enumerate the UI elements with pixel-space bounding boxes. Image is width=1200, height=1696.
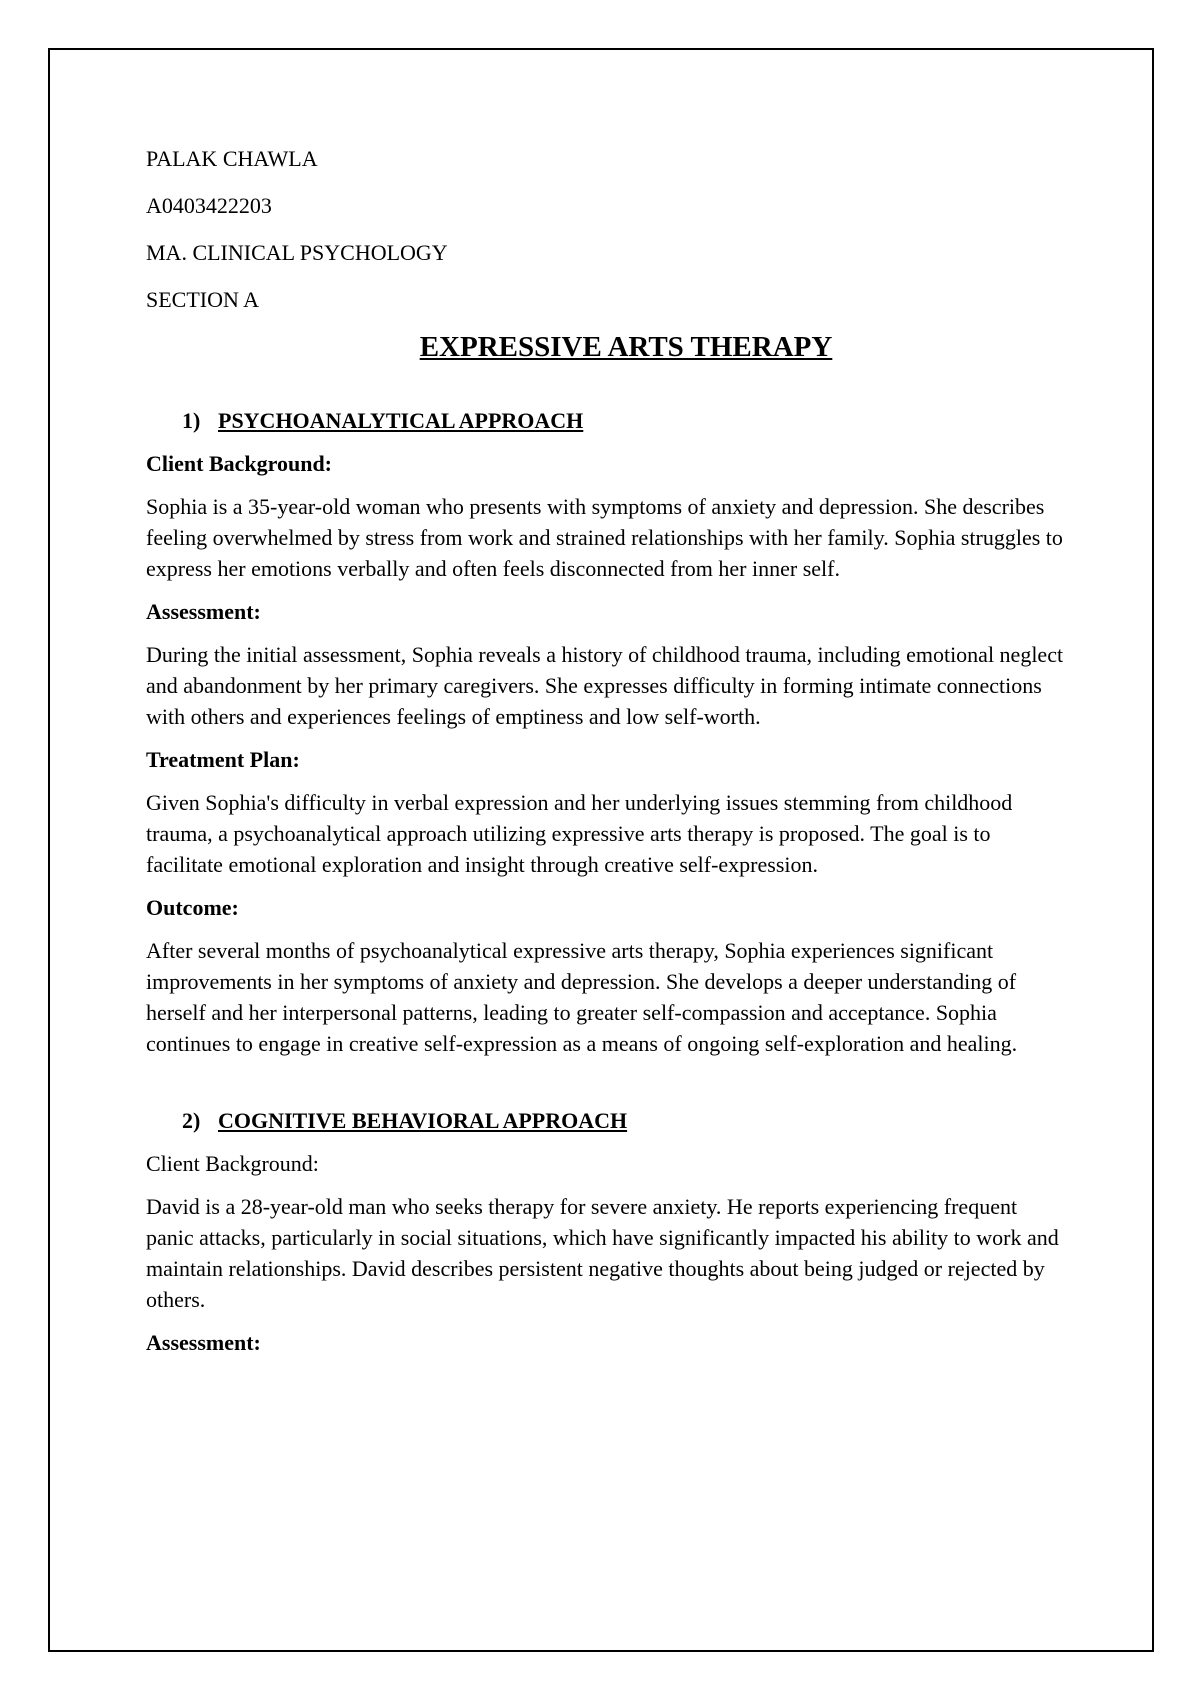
client-background-label: Client Background: [146, 451, 333, 476]
client-background-text: Sophia is a 35-year-old woman who presents with symptoms of anxiety and depression. She describes feeling overwhelmed by stress from work and strained relationships with her family. Sophia struggles to express her emotions verbally and often feels disconnected from her inner self. [146, 494, 1063, 581]
section-heading-2 [182, 1105, 1066, 1136]
section-title: PSYCHOANALYTICAL APPROACH [218, 408, 584, 433]
document-body [146, 143, 1066, 1370]
treatment-plan-label: Treatment Plan: [146, 747, 300, 772]
outcome-text: After several months of psychoanalytical expressive arts therapy, Sophia experiences significant improvements in her symptoms of anxiety and depression. She develops a deeper understanding of herself and her interpersonal patterns, leading to greater self-compassion and acceptance. Sophia continues to engage in creative self-expression as a means of ongoing self-exploration and healing. [146, 938, 1018, 1056]
client-background-label: Client Background: [146, 1151, 319, 1176]
document-title: EXPRESSIVE ARTS THERAPY [419, 331, 833, 363]
section-number: 2) [182, 1108, 201, 1133]
section-number: 1) [182, 408, 201, 433]
section-heading-1 [182, 405, 1066, 436]
section-title: COGNITIVE BEHAVIORAL APPROACH [218, 1108, 628, 1133]
assessment-text: During the initial assessment, Sophia reveals a history of childhood trauma, including emotional neglect and abandonment by her primary caregivers. She expresses difficulty in forming intimate connections with others and experiences feelings of emptiness and low self-worth. [146, 642, 1064, 729]
student-name: PALAK CHAWLA [146, 146, 318, 171]
student-id: A0403422203 [146, 193, 272, 218]
outcome-label: Outcome: [146, 895, 239, 920]
assessment-label: Assessment: [146, 599, 261, 624]
assessment-label: Assessment: [146, 1330, 261, 1355]
client-background-text: David is a 28-year-old man who seeks therapy for severe anxiety. He reports experiencing frequent panic attacks, particularly in social situations, which have significantly impacted his ability to work and maintain relationships. David describes persistent negative thoughts about being judged or rejected by others. [146, 1194, 1059, 1312]
treatment-plan-text: Given Sophia's difficulty in verbal expression and her underlying issues stemming from childhood trauma, a psychoanalytical approach utilizing expressive arts therapy is proposed. The goal is to facilitate emotional exploration and insight through creative self-expression. [146, 790, 1013, 877]
section-name: SECTION A [146, 287, 260, 312]
program-name: MA. CLINICAL PSYCHOLOGY [146, 240, 448, 265]
